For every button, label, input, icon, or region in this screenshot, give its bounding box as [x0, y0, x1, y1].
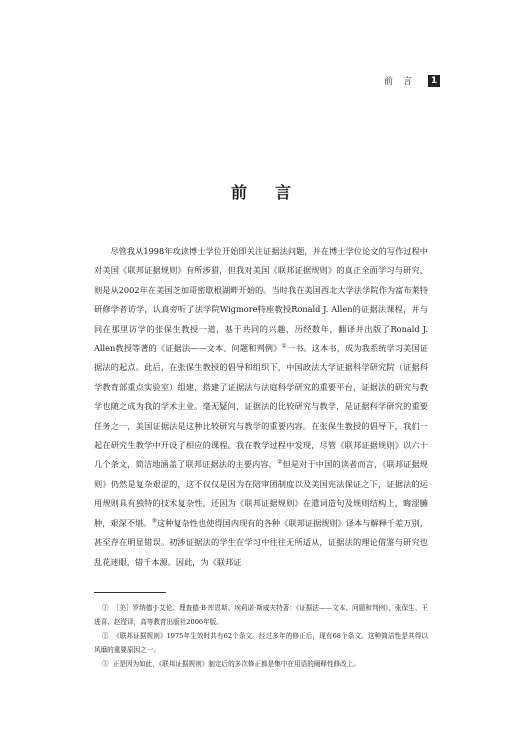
text-segment: 尽管我从1998年攻读博士学位开始即关注证据法问题，并在博士学位论文的写作过程中对美国《联邦证据规则》有所涉猎，但我对美国《联邦证据规则》的真正全面学习与研究，则是从2002年在美国芝加哥密歇根湖畔开始的。当时我在美国西北大学法学院作为富布莱特研修学者访学，认真旁听了法学院Wigmore特座教授Ronald J. Allen的证据法课程，并与同在那里访学的张保生教授一道，基于共同的兴趣，历经数年，翻译并出版了Ronald J. Allen教授等著的《证据法——文本、问题和判例》 — [94, 246, 428, 354]
footnote-3 — [94, 657, 428, 671]
footnote-1 — [94, 601, 428, 629]
footnote-ref-3[interactable]: ③ — [151, 516, 157, 524]
footnote-text: ［美］罗纳德·J·艾伦、理查德·B·库恩斯、埃莉诺·斯威夫特著：《证据法——文本、问题和判例》，张保生、王进喜、赵滢译，高等教育出版社2006年版。 — [94, 604, 428, 626]
body-text — [94, 242, 428, 572]
text-segment: 这种复杂性也使得国内现有的各种《联邦证据规则》译本与解释千差万别，甚至存在明显错误。初涉证据法的学生在学习中往往无所适从，证据法的理论借鉴与研究也乱花迷眼，错千本源。因此，为《联邦证 — [94, 517, 428, 567]
text-segment: 一书。这本书，成为我系统学习美国证据法的起点。此后，在张保生教授的倡导和组织下，中国政法大学证据科学研究院（证据科学教育部重点实验室）组建，搭建了证据法与法庭科学研究的重要平台，证据法的研究与教学也随之成为我的学术主业。毫无疑问，证据法的比较研究与教学，是证据科学研究的重要任务之一，美国证据法是这种比较研究与教学的重要内容。在张保生教授的倡导下，我们一起在研究生教学中开设了相应的课程。我在教学过程中发现，尽管《联邦证据规则》以六十几个条文，简洁地涵盖了联邦证据法的主要内容， — [94, 343, 428, 470]
footnote-mark: ③ — [101, 660, 109, 668]
footnote-mark: ② — [101, 632, 109, 640]
footnotes — [94, 601, 428, 671]
footnote-mark: ① — [101, 604, 109, 612]
page-number: 1 — [428, 75, 440, 87]
footnote-text: 《联邦证据规则》1975年生效时共有62个条文。经过多年的修正后，现有68个条文。这种简洁性是其得以风靡的重要原因之一。 — [94, 632, 429, 654]
chapter-title: 前言 — [230, 183, 319, 202]
footnote-divider — [94, 592, 166, 593]
footnote-ref-1[interactable]: ① — [281, 342, 287, 350]
footnote-ref-2[interactable]: ② — [276, 458, 283, 466]
running-header — [384, 74, 440, 87]
text-segment: 但是对于中国的读者而言，《联邦证据规则》仍然是复杂艰涩的，这不仅仅是因为在陪审团制度以及美国宪法保证之下，证据法的运用规则具有独特的技术复杂性，还因为《联邦证据规则》在遣词造句及规则结构上，晦涩臃肿，艰深不堪。 — [94, 459, 428, 528]
footnote-text: 正是因为如此，《联邦证据规则》制定后的多次修正都是集中在用语的阐释性修改上。 — [112, 660, 360, 668]
paragraph — [94, 242, 428, 572]
footnote-2 — [94, 629, 428, 657]
running-title: 前言 — [383, 77, 422, 87]
